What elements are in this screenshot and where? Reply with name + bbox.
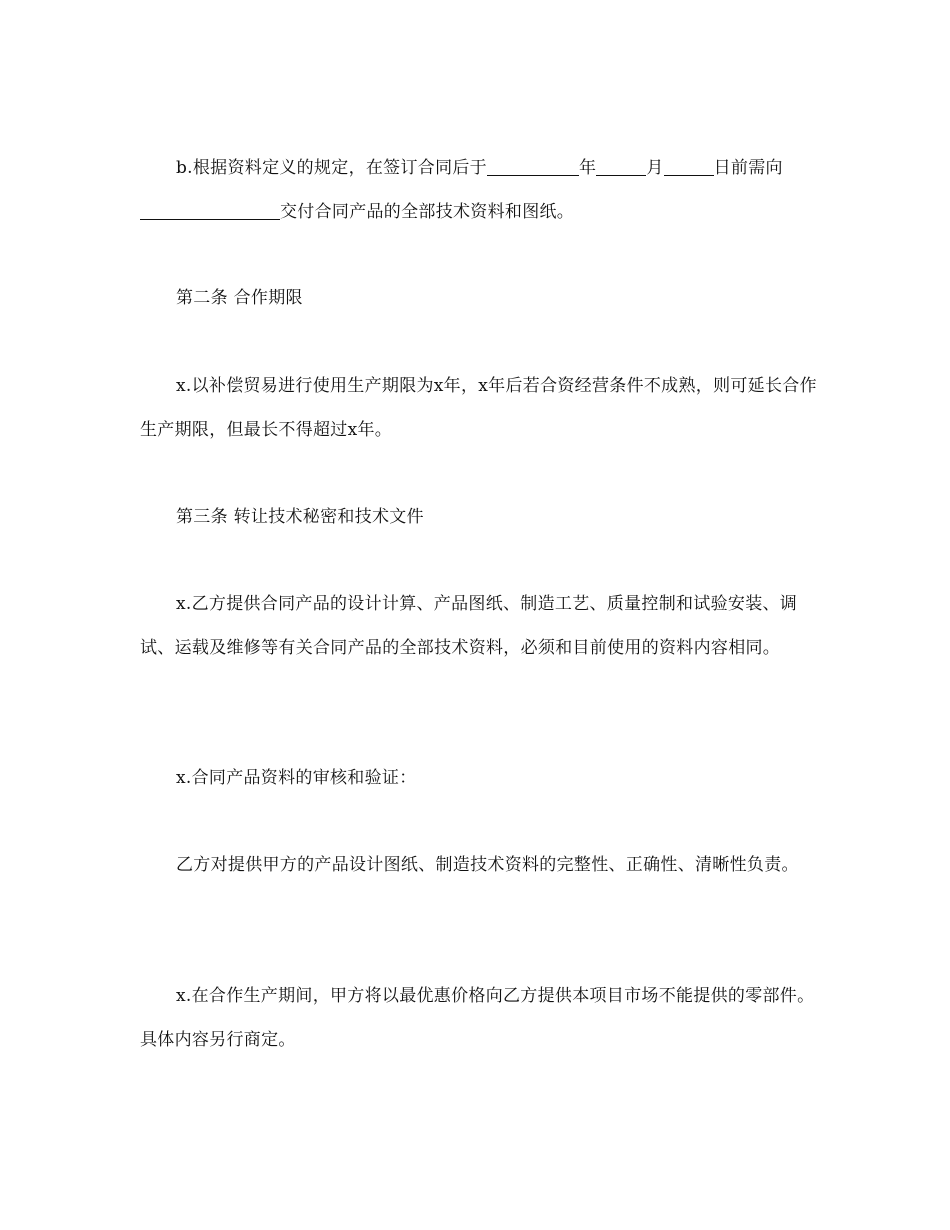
paragraph-parts-supply: x.在合作生产期间，甲方将以最优惠价格向乙方提供本项目市场不能提供的零部件。具体内容另行商定。	[140, 986, 815, 1050]
month-blank	[596, 157, 646, 176]
paragraph-technical-docs: x.乙方提供合同产品的设计计算、产品图纸、制造工艺、质量控制和试验安装、调试、运载及维修等有关合同产品的全部技术资料，必须和目前使用的资料内容相同。	[140, 594, 798, 658]
paragraph-review-verification: x.合同产品资料的审核和验证：	[176, 768, 417, 788]
section-heading-2: 第二条 合作期限	[176, 288, 303, 308]
paragraph-responsibility: 乙方对提供甲方的产品设计图纸、制造技术资料的完整性、正确性、清晰性负责。	[176, 855, 799, 875]
delivery-text: b.根据资料定义的规定，在签订合同后于	[176, 158, 487, 178]
day-blank	[664, 157, 714, 176]
delivery-rest: 交付合同产品的全部技术资料和图纸。	[280, 202, 575, 222]
month-label: 月	[646, 158, 664, 178]
to-label: 向	[765, 158, 783, 178]
recipient-blank	[140, 201, 280, 220]
paragraph-delivery-deadline	[140, 146, 830, 234]
year-label: 年	[579, 158, 597, 178]
section-heading-3: 第三条 转让技术秘密和技术文件	[176, 507, 424, 527]
paragraph-cooperation-period: x.以补偿贸易进行使用生产期限为x年，x年后若合资经营条件不成熟，则可延长合作生产期限，但最长不得超过x年。	[140, 376, 817, 440]
day-label: 日前需	[713, 158, 766, 178]
year-blank	[487, 157, 579, 176]
